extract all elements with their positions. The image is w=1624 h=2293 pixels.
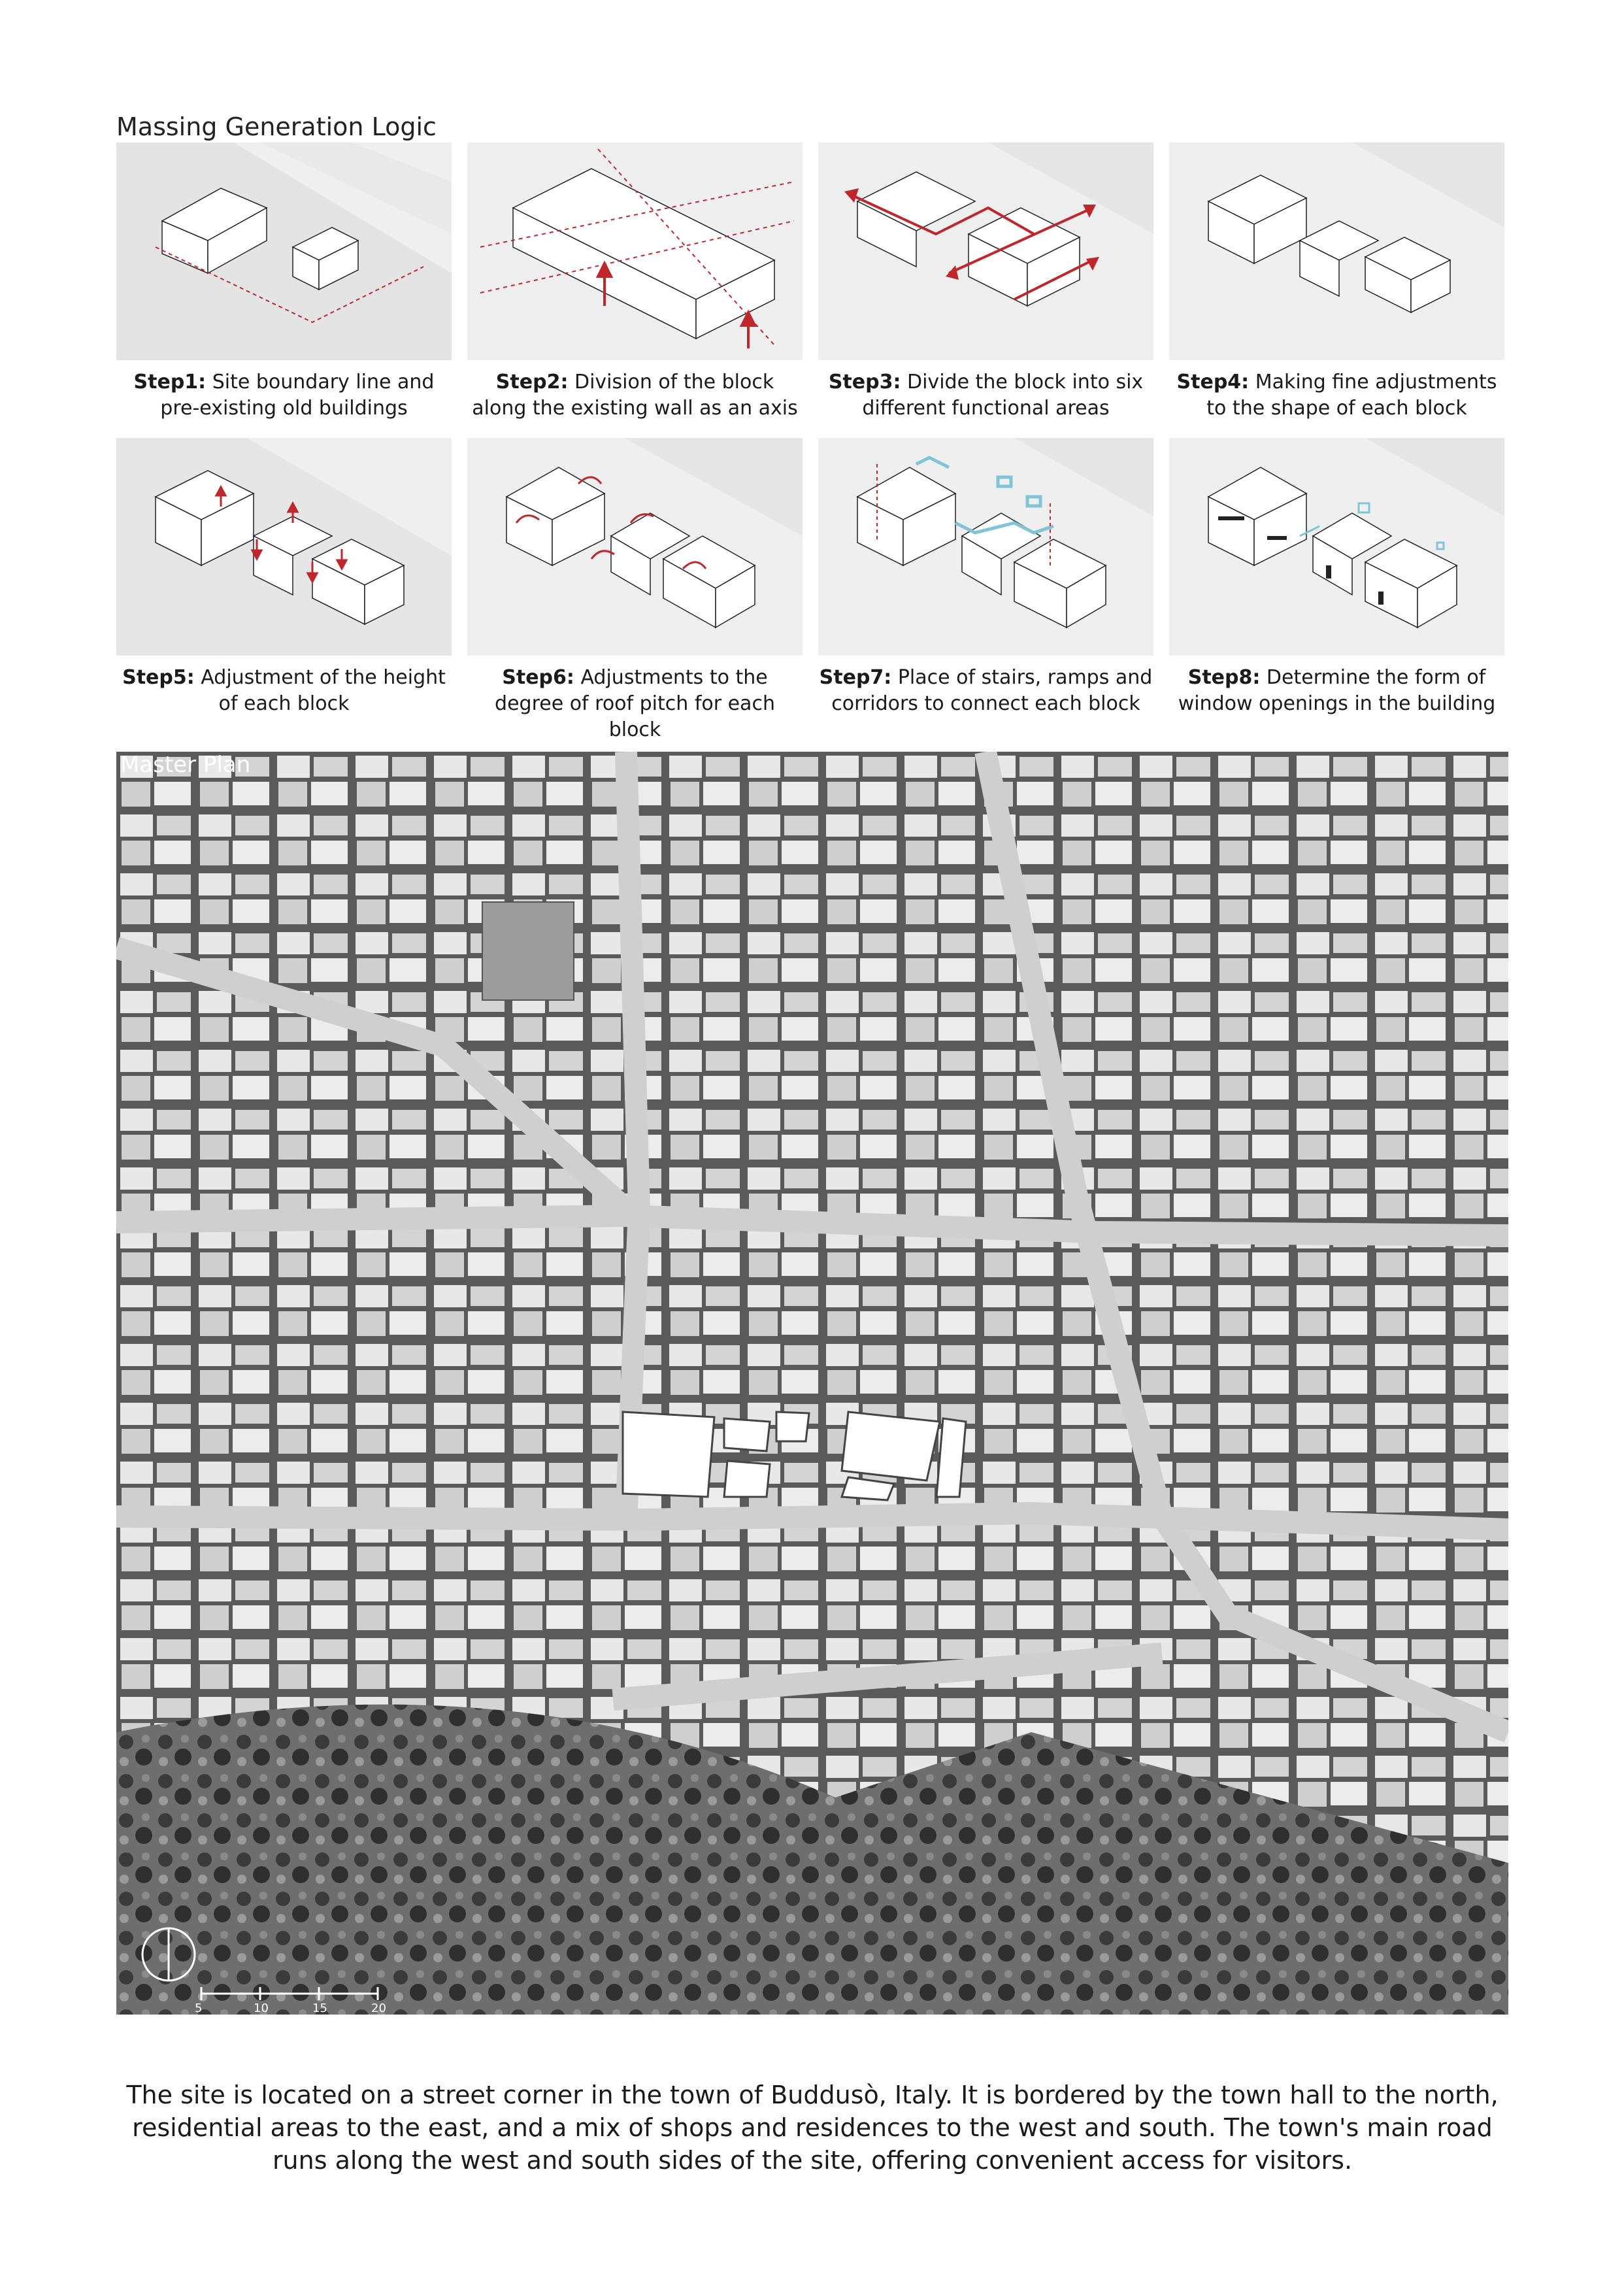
step-7-text: Place of stairs, ramps and corridors to connect each block xyxy=(831,666,1153,715)
step-3-label: Step3: xyxy=(828,371,901,393)
step-6-diagram xyxy=(467,438,803,656)
master-plan-map xyxy=(116,752,1508,2015)
step-8-diagram xyxy=(1169,438,1504,656)
step-6 xyxy=(467,438,803,743)
step-3-drawing xyxy=(818,142,1153,360)
step-2 xyxy=(467,142,803,422)
step-4-label: Step4: xyxy=(1176,371,1250,393)
step-8 xyxy=(1169,438,1504,717)
scale-label-2: 10 xyxy=(254,2001,269,2015)
step-7 xyxy=(818,438,1153,717)
step-2-drawing xyxy=(467,142,803,360)
step-2-text: Division of the block along the existing wall as an axis xyxy=(472,371,798,420)
step-1 xyxy=(116,142,452,422)
step-6-text: Adjustments to the degree of roof pitch for each block xyxy=(495,666,775,741)
step-2-diagram xyxy=(467,142,803,360)
step-7-diagram xyxy=(818,438,1153,656)
step-2-label: Step2: xyxy=(495,371,569,393)
scale-label-3: 15 xyxy=(312,2001,327,2015)
step-5-text: Adjustment of the height of each block xyxy=(201,666,446,715)
scale-label-4: 20 xyxy=(371,2001,386,2015)
section-title: Massing Generation Logic xyxy=(116,112,437,141)
step-4 xyxy=(1169,142,1504,422)
scale-label-1: 5 xyxy=(195,2001,203,2015)
step-6-label: Step6: xyxy=(502,666,574,689)
step-3-diagram xyxy=(818,142,1153,360)
step-4-diagram xyxy=(1169,142,1504,360)
step-5 xyxy=(116,438,452,717)
step-5-diagram xyxy=(116,438,452,656)
step-4-drawing xyxy=(1169,142,1504,360)
step-1-diagram xyxy=(116,142,452,360)
step-1-drawing xyxy=(116,142,452,360)
step-1-text: Site boundary line and pre-existing old buildings xyxy=(160,371,435,420)
step-6-drawing xyxy=(467,438,803,656)
aerial-map-drawing xyxy=(116,752,1508,2015)
site-description: The site is located on a street corner in the town of Buddusò, Italy. It is bordered by the town hall to the north, residential areas to the east, and a mix of shops and residences to the west and south. The town's main road runs along the west and south sides of the site, offering convenient access for visitors. xyxy=(126,2081,1499,2175)
step-7-drawing xyxy=(818,438,1153,656)
step-8-drawing xyxy=(1169,438,1504,656)
step-3 xyxy=(818,142,1153,422)
step-4-text: Making fine adjustments to the shape of each block xyxy=(1206,371,1497,420)
step-5-label: Step5: xyxy=(122,666,195,689)
master-plan-label: Master Plan xyxy=(120,752,251,778)
step-5-drawing xyxy=(116,438,452,656)
step-1-label: Step1: xyxy=(133,371,207,393)
step-3-text: Divide the block into six different functional areas xyxy=(862,371,1144,420)
step-8-label: Step8: xyxy=(1187,666,1261,689)
step-8-text: Determine the form of window openings in the building xyxy=(1178,666,1496,715)
step-7-label: Step7: xyxy=(819,666,892,689)
